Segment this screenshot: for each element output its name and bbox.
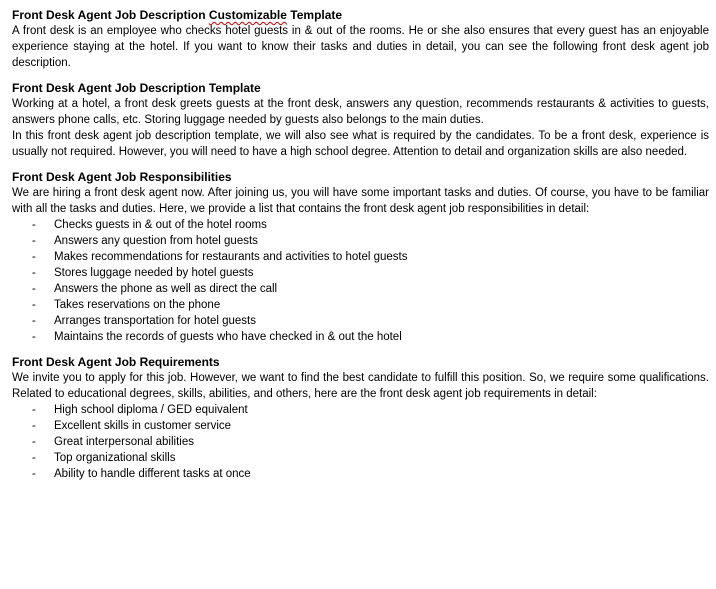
title-suffix: Template bbox=[290, 8, 343, 22]
list-item bbox=[12, 281, 709, 297]
dash-marker: - bbox=[32, 468, 36, 480]
list-item bbox=[12, 217, 709, 233]
list-item bbox=[12, 313, 709, 329]
list-item bbox=[12, 329, 709, 345]
list-item bbox=[12, 402, 709, 418]
dash-marker: - bbox=[32, 331, 36, 343]
list-item bbox=[12, 233, 709, 249]
list-item-text: Ability to handle different tasks at once bbox=[54, 468, 251, 480]
dash-marker: - bbox=[32, 267, 36, 279]
list-item bbox=[12, 249, 709, 265]
list-item-text: Checks guests in & out of the hotel rooms bbox=[54, 219, 267, 231]
responsibilities-paragraph: We are hiring a front desk agent now. After joining us, you will have some important tasks and duties. Of course, you have to be familiar with all the tasks and duties. Here, we provide a list that contains the front desk agent job responsibilities in detail: bbox=[12, 187, 709, 215]
dash-marker: - bbox=[32, 219, 36, 231]
list-item-text: Top organizational skills bbox=[54, 452, 176, 464]
document-title bbox=[12, 7, 709, 23]
requirements-heading: Front Desk Agent Job Requirements bbox=[12, 355, 220, 369]
template-paragraph-1: Working at a hotel, a front desk greets guests at the front desk, answers any question, recommends restaurants & activities to guests, answers phone calls, etc. Storing luggage needed by guests also belongs to the main duties. bbox=[12, 98, 709, 126]
dash-marker: - bbox=[32, 299, 36, 311]
template-heading: Front Desk Agent Job Description Template bbox=[12, 81, 261, 95]
list-item-text: Makes recommendations for restaurants and activities to hotel guests bbox=[54, 251, 408, 263]
list-item-text: High school diploma / GED equivalent bbox=[54, 404, 248, 416]
intro-paragraph: A front desk is an employee who checks hotel guests in & out of the rooms. He or she also ensures that every guest has an enjoyable experience staying at the hotel. If you want to know their tasks and duties in detail, you can see the following front desk agent job description. bbox=[12, 25, 709, 69]
list-item bbox=[12, 450, 709, 466]
list-item bbox=[12, 466, 709, 482]
list-item-text: Maintains the records of guests who have checked in & out the hotel bbox=[54, 331, 402, 343]
list-item-text: Great interpersonal abilities bbox=[54, 436, 194, 448]
dash-marker: - bbox=[32, 452, 36, 464]
list-item bbox=[12, 434, 709, 450]
document-page bbox=[12, 0, 709, 482]
dash-marker: - bbox=[32, 251, 36, 263]
list-item-text: Arranges transportation for hotel guests bbox=[54, 315, 257, 327]
list-item-text: Excellent skills in customer service bbox=[54, 420, 232, 432]
requirements-paragraph: We invite you to apply for this job. However, we want to find the best candidate to fulfill this position. So, we require some qualifications. Related to educational degrees, skills, abilities, and others, here are the front desk agent job requirements in detail: bbox=[12, 372, 709, 400]
dash-marker: - bbox=[32, 235, 36, 247]
list-item-text: Stores luggage needed by hotel guests bbox=[54, 267, 254, 279]
list-item-text: Answers the phone as well as direct the call bbox=[54, 283, 278, 295]
template-paragraph-2: In this front desk agent job description template, we will also see what is required by the candidates. To be a front desk, experience is usually not required. However, you will need to have a high school degree. Attention to detail and organization skills are also needed. bbox=[12, 130, 709, 158]
list-item bbox=[12, 297, 709, 313]
dash-marker: - bbox=[32, 436, 36, 448]
title-prefix: Front Desk Agent Job Description bbox=[12, 8, 206, 22]
dash-marker: - bbox=[32, 420, 36, 432]
list-item bbox=[12, 265, 709, 281]
dash-marker: - bbox=[32, 315, 36, 327]
responsibilities-list bbox=[12, 217, 709, 345]
list-item bbox=[12, 418, 709, 434]
responsibilities-heading: Front Desk Agent Job Responsibilities bbox=[12, 170, 232, 184]
spellcheck-flagged-word[interactable]: Customizable bbox=[208, 8, 287, 22]
dash-marker: - bbox=[32, 283, 36, 295]
dash-marker: - bbox=[32, 404, 36, 416]
requirements-list bbox=[12, 402, 709, 482]
list-item-text: Answers any question from hotel guests bbox=[54, 235, 258, 247]
list-item-text: Takes reservations on the phone bbox=[54, 299, 221, 311]
